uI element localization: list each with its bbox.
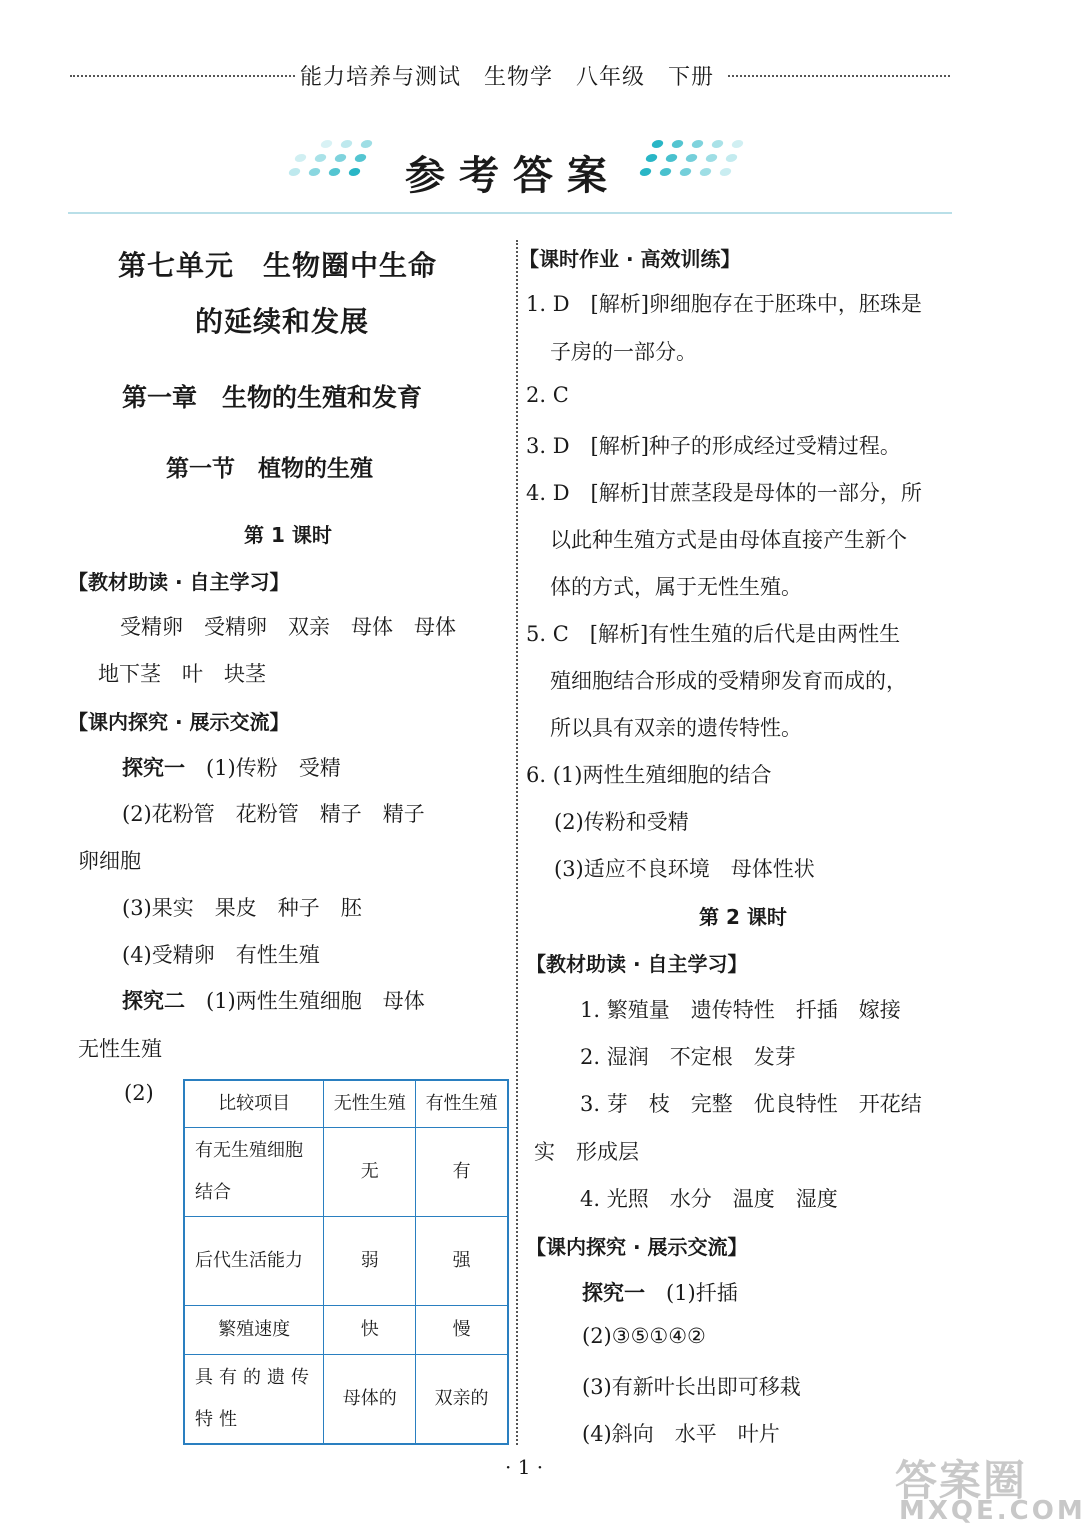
table-cell: 有 — [416, 1128, 508, 1217]
table-cell: 弱 — [324, 1217, 416, 1306]
answer-line: 4. 光照 水分 温度 湿度 — [580, 1187, 838, 1211]
unit-title-line2: 的延续和发展 — [195, 305, 370, 338]
answer-line: (4)斜向 水平 叶片 — [582, 1422, 780, 1446]
answer-line: 殖细胞结合形成的受精卵发育而成的， — [550, 669, 907, 693]
title-rule — [68, 212, 952, 214]
answer-line: 地下茎 叶 块茎 — [98, 662, 266, 686]
page-number: · 1 · — [505, 1455, 544, 1479]
answer-line: (2)传粉和受精 — [554, 810, 689, 834]
answer-line: (2)花粉管 花粉管 精子 精子 — [122, 802, 425, 826]
answer-line: (2)③⑤①④② — [582, 1324, 706, 1348]
table-cell: 具有的遗传特性 — [184, 1355, 324, 1445]
table-row — [184, 1355, 508, 1445]
bracket-heading: 【课内探究 · 展示交流】 — [526, 1235, 748, 1259]
chapter-title: 第一章 生物的生殖和发育 — [122, 383, 423, 412]
table-header-cell: 无性生殖 — [324, 1080, 416, 1128]
explore-two — [122, 985, 425, 1015]
answer-line: (3)适应不良环境 母体性状 — [554, 857, 815, 881]
table-cell: 慢 — [416, 1306, 508, 1355]
answer-line: (3)有新叶长出即可移栽 — [582, 1375, 801, 1399]
table-row — [184, 1306, 508, 1355]
comparison-table — [183, 1079, 509, 1445]
table-row — [184, 1217, 508, 1306]
answer-line: 1. D [解析]卵细胞存在于胚珠中，胚珠是 — [526, 292, 922, 316]
table-cell: 有无生殖细胞结合 — [184, 1128, 324, 1217]
header-dotted-line-right — [728, 75, 950, 77]
page-title: 参考答案 — [405, 153, 621, 199]
table-header-cell: 有性生殖 — [416, 1080, 508, 1128]
unit-title-line1: 第七单元 生物圈中生命 — [118, 249, 438, 282]
answer-line: 2. 湿润 不定根 发芽 — [580, 1045, 796, 1069]
explore-label: 探究一 — [122, 756, 185, 780]
bracket-heading: 【课时作业 · 高效训练】 — [519, 247, 741, 271]
table-label: (2) — [124, 1081, 154, 1105]
bracket-heading: 【教材助读 · 自主学习】 — [68, 570, 290, 594]
answer-line: 1. 繁殖量 遗传特性 扦插 嫁接 — [580, 998, 901, 1022]
table-cell: 双亲的 — [416, 1355, 508, 1445]
answer-line: 6. (1)两性生殖细胞的结合 — [526, 763, 772, 787]
table-header-cell: 比较项目 — [184, 1080, 324, 1128]
column-divider — [516, 240, 518, 1445]
answer-line: 体的方式，属于无性生殖。 — [550, 575, 802, 599]
explore-one-right — [582, 1277, 738, 1307]
table-header-row — [184, 1080, 508, 1128]
answer-line: (4)受精卵 有性生殖 — [122, 943, 320, 967]
table-cell: 母体的 — [324, 1355, 416, 1445]
answer-line: 所以具有双亲的遗传特性。 — [550, 716, 802, 740]
answer-line: 3. D [解析]种子的形成经过受精过程。 — [526, 434, 901, 458]
watermark-line1: 答案圈 — [895, 1456, 1028, 1505]
watermark-logo — [895, 1448, 1086, 1530]
watermark-line2: MXQE.COM — [899, 1496, 1086, 1526]
answer-line: 5. C [解析]有性生殖的后代是由两性生 — [526, 622, 901, 646]
explore-label: 探究二 — [122, 989, 185, 1013]
explore-one — [122, 752, 341, 782]
answer-line: 3. 芽 枝 完整 优良特性 开花结 — [580, 1092, 922, 1116]
answer-line: 子房的一部分。 — [550, 340, 697, 364]
table-row — [184, 1128, 508, 1217]
answer-line: 卵细胞 — [78, 849, 141, 873]
answer-line: 2. C — [526, 383, 569, 407]
answer-line: 以此种生殖方式是由母体直接产生新个 — [550, 528, 907, 552]
table-cell: 后代生活能力 — [184, 1217, 324, 1306]
answer-line: 无性生殖 — [78, 1037, 162, 1061]
bracket-heading: 【课内探究 · 展示交流】 — [68, 710, 290, 734]
decorative-dots-left — [275, 138, 385, 188]
section-title: 第一节 植物的生殖 — [166, 456, 373, 482]
answer-line: 实 形成层 — [534, 1140, 639, 1164]
table-cell: 无 — [324, 1128, 416, 1217]
running-header: 能力培养与测试 生物学 八年级 下册 — [300, 65, 715, 90]
answer-line: 受精卵 受精卵 双亲 母体 母体 — [120, 615, 456, 639]
answer-line: (3)果实 果皮 种子 胚 — [122, 896, 362, 920]
answer-text: (1)扦插 — [666, 1281, 738, 1305]
decorative-dots-right — [640, 138, 770, 188]
table-cell: 快 — [324, 1306, 416, 1355]
table-cell: 繁殖速度 — [184, 1306, 324, 1355]
answer-text: (1)两性生殖细胞 母体 — [206, 989, 425, 1013]
answer-text: (1)传粉 受精 — [206, 756, 341, 780]
explore-label: 探究一 — [582, 1281, 645, 1305]
lesson-title: 第 2 课时 — [699, 905, 787, 929]
answer-line: 4. D [解析]甘蔗茎段是母体的一部分，所 — [526, 481, 922, 505]
table-cell: 强 — [416, 1217, 508, 1306]
header-dotted-line-left — [70, 75, 295, 77]
lesson-title: 第 1 课时 — [244, 523, 332, 547]
bracket-heading: 【教材助读 · 自主学习】 — [526, 952, 748, 976]
